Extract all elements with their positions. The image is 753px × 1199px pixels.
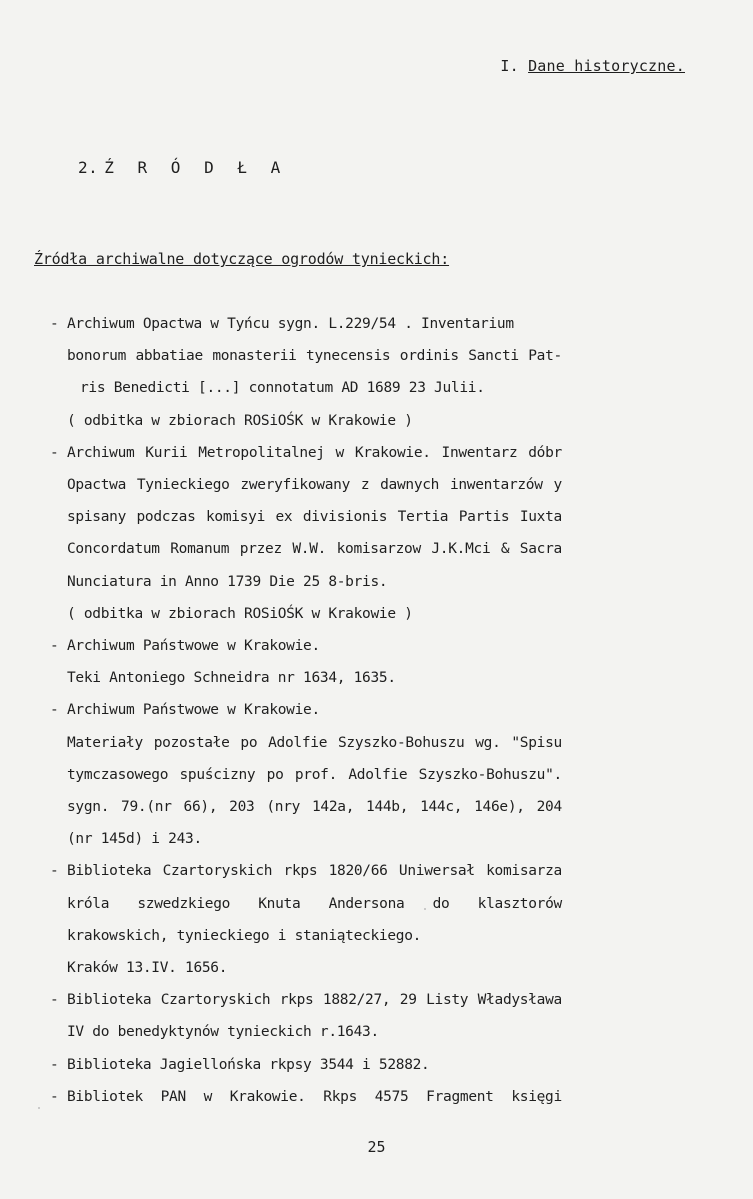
source-line: Bibliotek PAN w Krakowie. Rkps 4575 Fragment księgi xyxy=(67,1088,562,1105)
source-line: Kraków 13.IV. 1656. xyxy=(67,960,228,976)
list-bullet: - xyxy=(50,1056,59,1073)
source-line: Nunciatura in Anno 1739 Die 25 8-bris. xyxy=(67,573,388,590)
section-title: Ź R Ó D Ł A xyxy=(104,158,288,177)
source-line: Archiwum Państwowe w Krakowie. xyxy=(67,702,320,719)
scan-speck xyxy=(38,1107,40,1109)
source-line: Biblioteka Jagiellońska rkpsy 3544 i 52882. xyxy=(67,1056,430,1073)
list-bullet: - xyxy=(50,316,59,332)
source-line: (nr 145d) i 243. xyxy=(67,831,202,848)
source-line: Concordatum Romanum przez W.W. komisarzow J.K.Mci & Sacra xyxy=(67,541,562,558)
source-line: króla szwedzkiego Knuta Andersona do klasztorów xyxy=(67,895,562,912)
source-line: ( odbitka w zbiorach ROSiOŚK w Krakowie ) xyxy=(67,412,413,429)
chapter-header xyxy=(500,57,685,75)
source-line: Archiwum Kurii Metropolitalnej w Krakowie. Inwentarz dóbr xyxy=(67,444,562,461)
list-bullet: - xyxy=(50,863,59,880)
section-number: 2. xyxy=(78,158,99,177)
source-line: sygn. 79.(nr 66), 203 (nry 142a, 144b, 144c, 146e), 204 xyxy=(67,799,562,815)
list-bullet: - xyxy=(50,444,59,461)
section-heading xyxy=(78,158,287,177)
scan-speck xyxy=(424,908,426,910)
list-bullet: - xyxy=(50,992,59,1009)
source-line: Opactwa Tynieckiego zweryfikowany z dawnych inwentarzów y xyxy=(67,477,562,493)
source-line: tymczasowego spuścizny po prof. Adolfie Szyszko-Bohuszu". xyxy=(67,766,562,783)
list-bullet: - xyxy=(50,1088,59,1105)
list-bullet: - xyxy=(50,702,59,719)
source-line: Teki Antoniego Schneidra nr 1634, 1635. xyxy=(67,670,396,687)
source-line: bonorum abbatiae monasterii tynecensis ordinis Sancti Pat- xyxy=(67,348,562,365)
source-line: Archiwum Państwowe w Krakowie. xyxy=(67,638,320,654)
source-line: Biblioteka Czartoryskich rkps 1882/27, 29 Listy Władysława xyxy=(67,992,562,1009)
source-line: spisany podczas komisyi ex divisionis Tertia Partis Iuxta xyxy=(67,509,562,526)
chapter-number: I. xyxy=(500,57,519,75)
source-line: ris Benedicti [...] connotatum AD 1689 23 Julii. xyxy=(80,380,485,397)
source-line: Materiały pozostałe po Adolfie Szyszko-Bohuszu wg. "Spisu xyxy=(67,734,562,751)
source-line: IV do benedyktynów tynieckich r.1643. xyxy=(67,1024,379,1041)
source-line: Archiwum Opactwa w Tyńcu sygn. L.229/54 . Inventarium xyxy=(67,316,514,332)
page-number: 25 xyxy=(367,1138,386,1156)
source-line: Biblioteka Czartoryskich rkps 1820/66 Uniwersał komisarza xyxy=(67,863,562,880)
source-line: krakowskich, tynieckiego i staniąteckiego. xyxy=(67,927,422,944)
source-line: ( odbitka w zbiorach ROSiOŚK w Krakowie ) xyxy=(67,605,413,622)
sources-subtitle: Źródła archiwalne dotyczące ogrodów tynieckich: xyxy=(34,250,450,268)
list-bullet: - xyxy=(50,638,59,654)
chapter-title: Dane historyczne. xyxy=(528,57,685,75)
